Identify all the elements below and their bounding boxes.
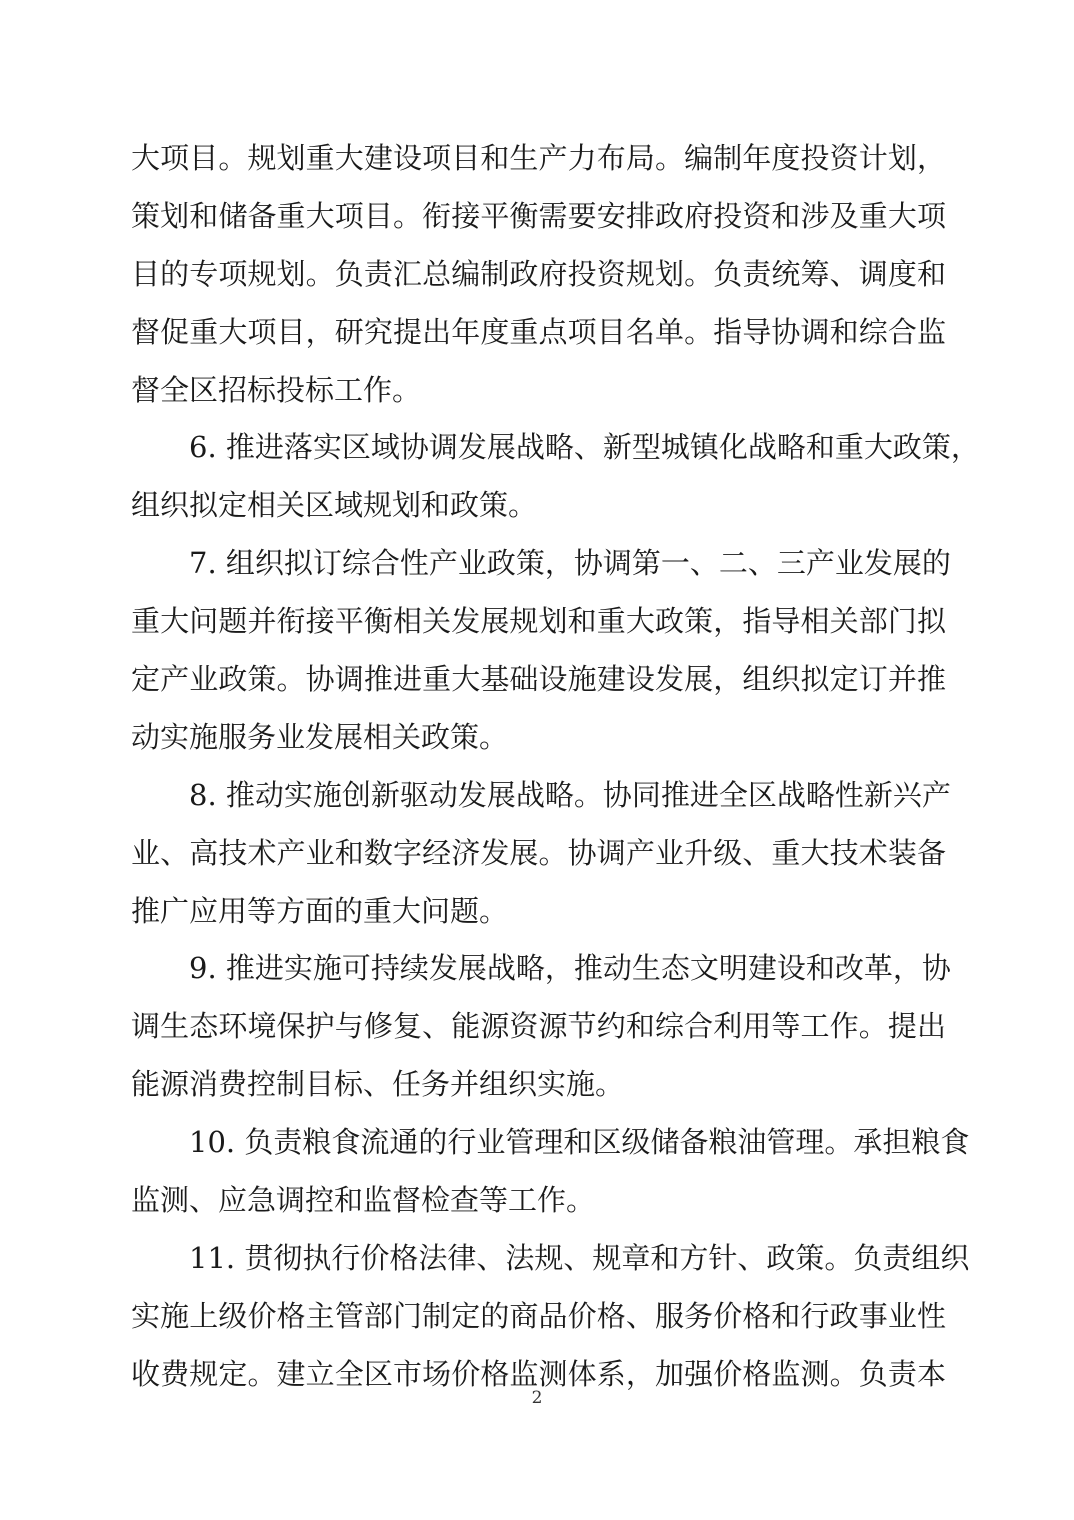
paragraph-item-9	[131, 940, 951, 1114]
text-line: 大项目。规划重大建设项目和生产力布局。编制年度投资计划，	[131, 141, 946, 175]
body-text	[131, 130, 980, 1404]
text-line: 目的专项规划。负责汇总编制政府投资规划。负责统筹、调度和	[131, 256, 946, 291]
text-line: 推广应用等方面的重大问题。	[131, 893, 509, 928]
text-line: 重大问题并衔接平衡相关发展规划和重大政策，指导相关部门拟	[131, 604, 946, 639]
text-line: 实施上级价格主管部门制定的商品价格、服务价格和行政事业性	[131, 1298, 946, 1333]
text-line: 8. 推动实施创新驱动发展战略。协同推进全区战略性新兴产	[189, 777, 951, 812]
text-line: 收费规定。建立全区市场价格监测体系，加强价格监测。负责本	[131, 1356, 946, 1391]
text-line: 组织拟定相关区域规划和政策。	[131, 488, 538, 523]
text-line: 督全区招标投标工作。	[131, 372, 422, 407]
text-line: 监测、应急调控和监督检查等工作。	[131, 1183, 596, 1218]
text-line: 动实施服务业发展相关政策。	[131, 719, 509, 754]
paragraph-item-7	[131, 535, 951, 767]
text-line: 调生态环境保护与修复、能源资源节约和综合利用等工作。提出	[131, 1009, 946, 1044]
text-line: 10. 负责粮食流通的行业管理和区级储备粮油管理。承担粮食	[189, 1125, 970, 1160]
text-line: 9. 推进实施可持续发展战略，推动生态文明建设和改革，协	[189, 951, 951, 986]
page-number: 2	[531, 1388, 543, 1408]
paragraph-item-8	[131, 767, 951, 941]
text-line: 能源消费控制目标、任务并组织实施。	[131, 1067, 625, 1102]
text-line: 督促重大项目，研究提出年度重点项目名单。指导协调和综合监	[131, 314, 946, 349]
text-line: 11. 贯彻执行价格法律、法规、规章和方针、政策。负责组织	[189, 1240, 970, 1275]
text-line: 定产业政策。协调推进重大基础设施建设发展，组织拟定订并推	[131, 662, 946, 697]
text-line: 7. 组织拟订综合性产业政策，协调第一、二、三产业发展的	[189, 546, 951, 581]
text-line: 业、高技术产业和数字经济发展。协调产业升级、重大技术装备	[131, 835, 946, 870]
paragraph-item-11	[131, 1230, 970, 1404]
text-line: 策划和储备重大项目。衔接平衡需要安排政府投资和涉及重大项	[131, 198, 946, 233]
paragraph-item-10	[131, 1114, 970, 1230]
paragraph-item-6	[131, 419, 980, 535]
paragraph-continuation	[131, 130, 946, 419]
text-line: 6. 推进落实区域协调发展战略、新型城镇化战略和重大政策，	[189, 430, 980, 465]
